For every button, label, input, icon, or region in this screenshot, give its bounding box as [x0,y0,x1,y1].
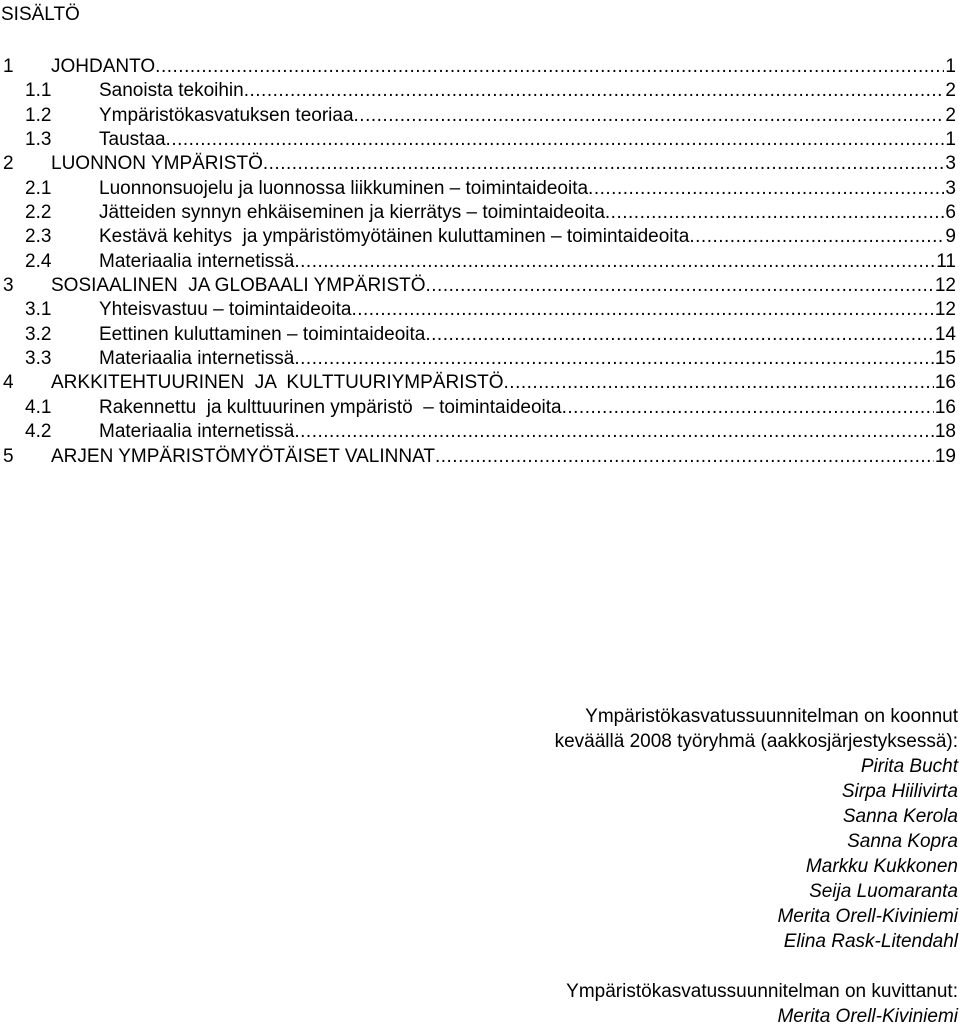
author-name: Markku Kukkonen [805,856,958,877]
toc-page-number: 16 [934,396,956,418]
toc-number: 3.2 [25,323,52,345]
toc-title: JOHDANTO [51,56,156,77]
toc-page-number: 3 [945,177,956,199]
toc-entry-3-1[interactable] [0,298,960,322]
toc-entry-2-1[interactable] [0,177,960,201]
toc-number: 2.1 [25,177,52,199]
toc-title: SOSIAALINEN JA GLOBAALI YMPÄRISTÖ [51,275,426,297]
credits-spacer [555,954,958,979]
toc-leader [354,104,945,128]
toc-entry-3[interactable] [0,274,960,298]
toc-leader [425,323,933,347]
toc-number: 5 [3,445,14,467]
toc-number: 3 [3,275,14,297]
toc-page-number: 2 [945,80,956,102]
toc-page-number: 6 [945,202,956,224]
toc-number: 4 [3,372,14,394]
toc-title: Taustaa [99,129,166,151]
toc-leader [166,128,945,152]
toc-page-number: 3 [945,153,956,175]
toc-title: Luonnonsuojelu ja luonnossa liikkuminen – toimintaideoita [99,177,589,199]
toc-number: 2.2 [25,202,52,224]
toc-leader [155,55,944,79]
toc-title: Materiaalia internetissä [99,421,295,443]
toc-leader [689,225,944,249]
toc-entry-3-2[interactable] [0,323,960,347]
author-name: Elina Rask-Litendahl [783,931,958,952]
toc-number: 1.3 [25,129,52,151]
author-name: Seija Luomaranta [809,881,958,902]
toc-page-number: 12 [934,299,956,321]
toc-page-number: 14 [934,323,956,345]
toc-entry-1-2[interactable] [0,104,960,128]
toc-leader [244,79,945,103]
author-name: Sanna Kerola [842,806,958,827]
toc-entry-1-3[interactable] [0,128,960,152]
toc-number: 1.2 [25,104,52,126]
table-of-contents [0,55,960,469]
compiled-by-heading-cont: keväällä 2008 työryhmä (aakkosjärjestyksessä): [554,731,958,752]
toc-number: 1 [3,56,14,77]
toc-page-number: 1 [945,56,956,77]
toc-page-number: 16 [934,372,956,394]
toc-entry-2-3[interactable] [0,225,960,249]
toc-page-number: 12 [934,275,956,297]
toc-entry-4-1[interactable] [0,396,960,420]
author-name: Sirpa Hiilivirta [841,781,958,802]
toc-title: ARJEN YMPÄRISTÖMYÖTÄISET VALINNAT [51,445,435,467]
toc-number: 1.1 [25,80,52,102]
toc-leader [435,445,934,469]
toc-title: Kestävä kehitys ja ympäristömyötäinen kuluttaminen – toimintaideoita [99,226,690,248]
author-name: Merita Orell-Kiviniemi [777,906,958,927]
toc-number: 3.3 [25,348,52,370]
toc-leader [588,177,944,201]
credits-block [555,704,958,1029]
toc-leader [294,250,935,274]
toc-page-number: 19 [934,445,956,467]
toc-title: Eettinen kuluttaminen – toimintaideoita [99,323,426,345]
toc-number: 2.4 [25,250,52,272]
toc-leader [263,152,945,176]
toc-leader [605,201,945,225]
toc-title: Rakennettu ja kulttuurinen ympäristö – toimintaideoita [99,396,562,418]
toc-leader [294,420,933,444]
author-name: Pirita Bucht [860,756,958,777]
toc-title: LUONNON YMPÄRISTÖ [51,153,263,175]
toc-number: 4.2 [25,421,52,443]
toc-number: 3.1 [25,299,52,321]
toc-entry-4-2[interactable] [0,420,960,444]
toc-page-number: 2 [945,104,956,126]
toc-page-number: 11 [936,250,956,272]
toc-entry-2-2[interactable] [0,201,960,225]
illustrator-name: Merita Orell-Kiviniemi [777,1006,958,1027]
page-title: SISÄLTÖ [1,4,80,25]
toc-leader [426,274,934,298]
toc-title: Ympäristökasvatuksen teoriaa [99,104,354,126]
toc-title: Materiaalia internetissä [99,250,295,272]
toc-number: 2 [3,153,14,175]
toc-entry-3-3[interactable] [0,347,960,371]
toc-leader [294,347,933,371]
toc-title: ARKKITEHTUURINEN JA KULTTUURIYMPÄRISTÖ [51,372,504,394]
compiled-by-heading: Ympäristökasvatussuunnitelman on koonnut [585,706,958,727]
toc-page-number: 9 [945,226,956,248]
toc-entry-2-4[interactable] [0,250,960,274]
author-name: Sanna Kopra [847,831,958,852]
toc-entry-2[interactable] [0,152,960,176]
toc-page-number: 15 [934,348,956,370]
toc-leader [351,298,933,322]
toc-entry-5[interactable] [0,445,960,469]
toc-number: 4.1 [25,396,52,418]
toc-title: Jätteiden synnyn ehkäiseminen ja kierrätys – toimintaideoita [99,202,605,224]
toc-page-number: 1 [945,129,956,151]
toc-leader [562,396,934,420]
toc-leader [504,371,934,395]
toc-title: Materiaalia internetissä [99,348,295,370]
toc-title: Yhteisvastuu – toimintaideoita [99,299,352,321]
illustrated-by-heading: Ympäristökasvatussuunnitelman on kuvittanut: [566,981,958,1002]
toc-title: Sanoista tekoihin [99,80,244,102]
toc-entry-1-1[interactable] [0,79,960,103]
toc-entry-4[interactable] [0,371,960,395]
toc-number: 2.3 [25,226,52,248]
toc-entry-1[interactable] [0,55,960,79]
toc-page-number: 18 [934,421,956,443]
